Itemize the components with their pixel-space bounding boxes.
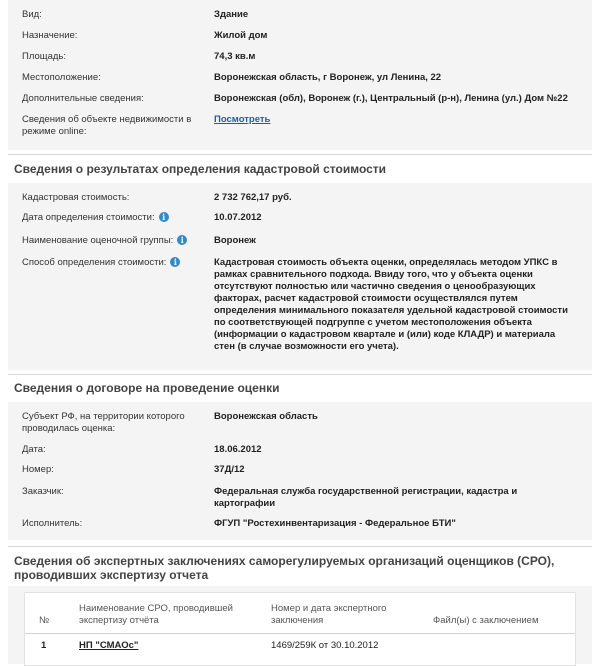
- field-value: Воронежская (обл), Воронеж (г.), Центральный (р-н), Ленина (ул.) Дом №22: [214, 93, 568, 104]
- view-online-link[interactable]: Посмотреть: [214, 114, 271, 125]
- contract-section-title: Сведения о договоре на проведение оценки: [14, 381, 280, 395]
- field-label: Вид:: [22, 9, 42, 20]
- field-value: Воронеж: [214, 235, 256, 246]
- field-label: Площадь:: [22, 51, 66, 62]
- conclusion-value: 1469/259К от 30.10.2012: [271, 640, 379, 651]
- field-label: Сведения об объекте недвижимости в режиме online:: [22, 114, 192, 137]
- field-value: Федеральная служба государственной регистрации, кадастра и картографии: [214, 486, 518, 509]
- cadastral-section-title: Сведения о результатах определения кадастровой стоимости: [14, 162, 387, 176]
- sro-name-link[interactable]: НП "СМАОс": [79, 640, 139, 651]
- field-label: Дата определения стоимости:: [22, 212, 155, 223]
- col-header-files: Файл(ы) с заключением: [433, 615, 539, 626]
- field-label: Кадастровая стоимость:: [22, 192, 130, 203]
- field-label: Наименование оценочной группы:: [22, 235, 174, 246]
- field-label-wrap: [22, 235, 202, 247]
- online-link-wrap: [214, 114, 592, 126]
- field-value: Воронежская область: [214, 411, 318, 422]
- field-value: ФГУП "Ростехинвентаризация - Федеральное БТИ": [214, 518, 456, 529]
- col-header-number: №: [39, 615, 50, 626]
- divider: [8, 546, 592, 547]
- field-label: Номер:: [22, 464, 54, 475]
- field-label: Дата:: [22, 444, 46, 455]
- divider: [8, 374, 592, 375]
- sro-table: [24, 592, 576, 666]
- field-label: Исполнитель:: [22, 518, 83, 529]
- sro-section-title: Сведения об экспертных заключениях саморегулируемых организаций оценщиков (СРО), проводивших экспертизу отчета: [14, 554, 555, 582]
- divider: [8, 154, 592, 155]
- field-label-wrap: [22, 212, 202, 224]
- field-label: Способ определения стоимости:: [22, 257, 167, 268]
- header-divider: [25, 633, 575, 634]
- col-header-sro-name: Наименование СРО, проводившей экспертизу отчёта: [79, 603, 233, 626]
- row-number: 1: [41, 640, 47, 651]
- field-value: 2 732 762,17 руб.: [214, 192, 292, 203]
- info-icon[interactable]: i: [170, 257, 180, 267]
- field-label: Дополнительные сведения:: [22, 93, 144, 104]
- field-value: Здание: [214, 9, 249, 20]
- info-icon[interactable]: i: [159, 212, 169, 222]
- col-header-conclusion: Номер и дата экспертного заключения: [271, 603, 387, 626]
- info-icon[interactable]: i: [177, 235, 187, 245]
- field-value: Воронежская область, г Воронеж, ул Ленина, 22: [214, 72, 442, 83]
- field-value: Жилой дом: [214, 30, 268, 41]
- field-value: 10.07.2012: [214, 212, 262, 223]
- field-value: 18.06.2012: [214, 444, 262, 455]
- field-label: Местоположение:: [22, 72, 101, 83]
- field-value: 37Д/12: [214, 464, 245, 475]
- field-label-wrap: [22, 257, 202, 269]
- field-label: Заказчик:: [22, 486, 64, 497]
- field-label: Субъект РФ, на территории которого проводилась оценка:: [22, 411, 185, 434]
- method-description: Кадастровая стоимость объекта оценки, определялась методом УПКС в рамках сравнительного подхода. Ввиду того, что у объекта оценки отсутствуют полностью или частично сведения о ценообразующих факторах, расчет кадастровой стоимости осуществлялся путем определения минимального показателя удельной кадастровой стоимости по соответствующей подгруппе с учетом местоположения объекта (информации о кадастровом квартале и (или) коде КЛАДР) и материала стен (в случае возможности его учета).: [214, 257, 568, 352]
- field-value: 74,3 кв.м: [214, 51, 256, 62]
- field-label: Назначение:: [22, 30, 78, 41]
